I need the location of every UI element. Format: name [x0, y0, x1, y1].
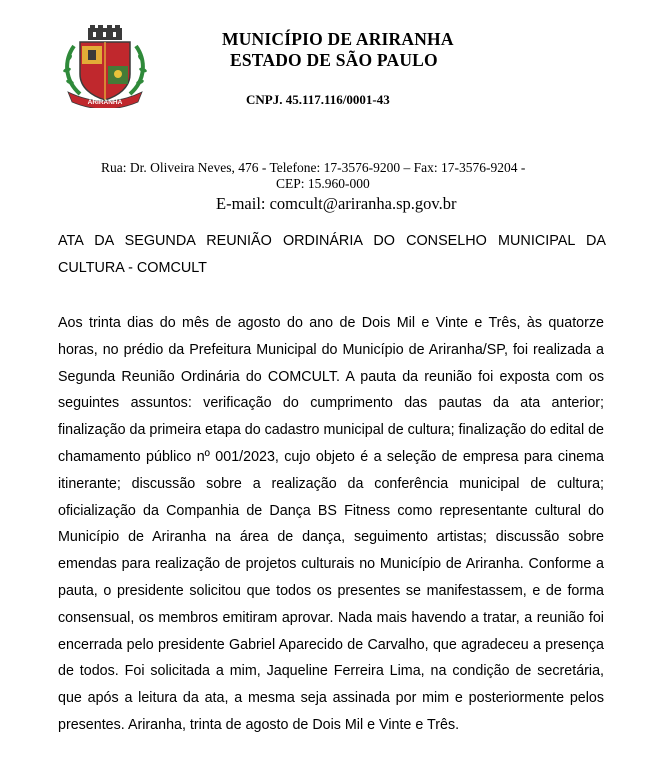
cnpj-number: CNPJ. 45.117.116/0001-43	[246, 92, 390, 107]
postal-code: CEP: 15.960-000	[276, 176, 370, 191]
municipality-name: MUNICÍPIO DE ARIRANHA	[222, 29, 454, 49]
municipal-coat-of-arms-icon	[60, 24, 150, 108]
contact-email: E-mail: comcult@ariranha.sp.gov.br	[216, 194, 457, 213]
crest-banner-text: ARIRANHA	[87, 99, 123, 106]
letterhead-title	[222, 29, 454, 71]
minutes-title: ATA DA SEGUNDA REUNIÃO ORDINÁRIA DO CONSELHO MUNICIPAL DA CULTURA - COMCULT	[58, 233, 606, 276]
minutes-body: Aos trinta dias do mês de agosto do ano de Dois Mil e Vinte e Três, às quatorze horas, no prédio da Prefeitura Municipal do Município de Ariranha/SP, foi realizada a Segunda Reunião Ordinária do COMCULT. A pauta da reunião foi exposta com os seguintes assuntos: verificação do cumprimento das pautas da ata anterior; finalização da primeira etapa do cadastro municipal de cultura; finalização do edital de chamamento público nº 001/2023, cujo objeto é a seleção de empresa para cinema itinerante; discussão sobre a realização da conferência municipal de cultura; oficialização da Companhia de Dança BS Fitness como representante cultural do Município de Ariranha na área de dança, seguimento artistas; discussão sobre emendas para realização de projetos culturais no Município de Ariranha. Conforme a pauta, o presidente solicitou que todos os presentes se manifestassem, e de forma consensual, os membros emitiram aprovar. Nada mais havendo a tratar, a reunião foi encerrada pelo presidente Gabriel Aparecido de Carvalho, que agradeceu a presença de todos. Foi solicitada a mim, Jaqueline Ferreira Lima, na condição de secretária, que após a leitura da ata, a mesma seja assinada por mim e posteriormente pelos presentes. Ariranha, trinta de agosto de Dois Mil e Vinte e Três.	[58, 315, 604, 733]
address-line: Rua: Dr. Oliveira Neves, 476 - Telefone: 17-3576-9200 – Fax: 17-3576-9204 -	[101, 160, 526, 175]
state-name: ESTADO DE SÃO PAULO	[230, 50, 438, 70]
